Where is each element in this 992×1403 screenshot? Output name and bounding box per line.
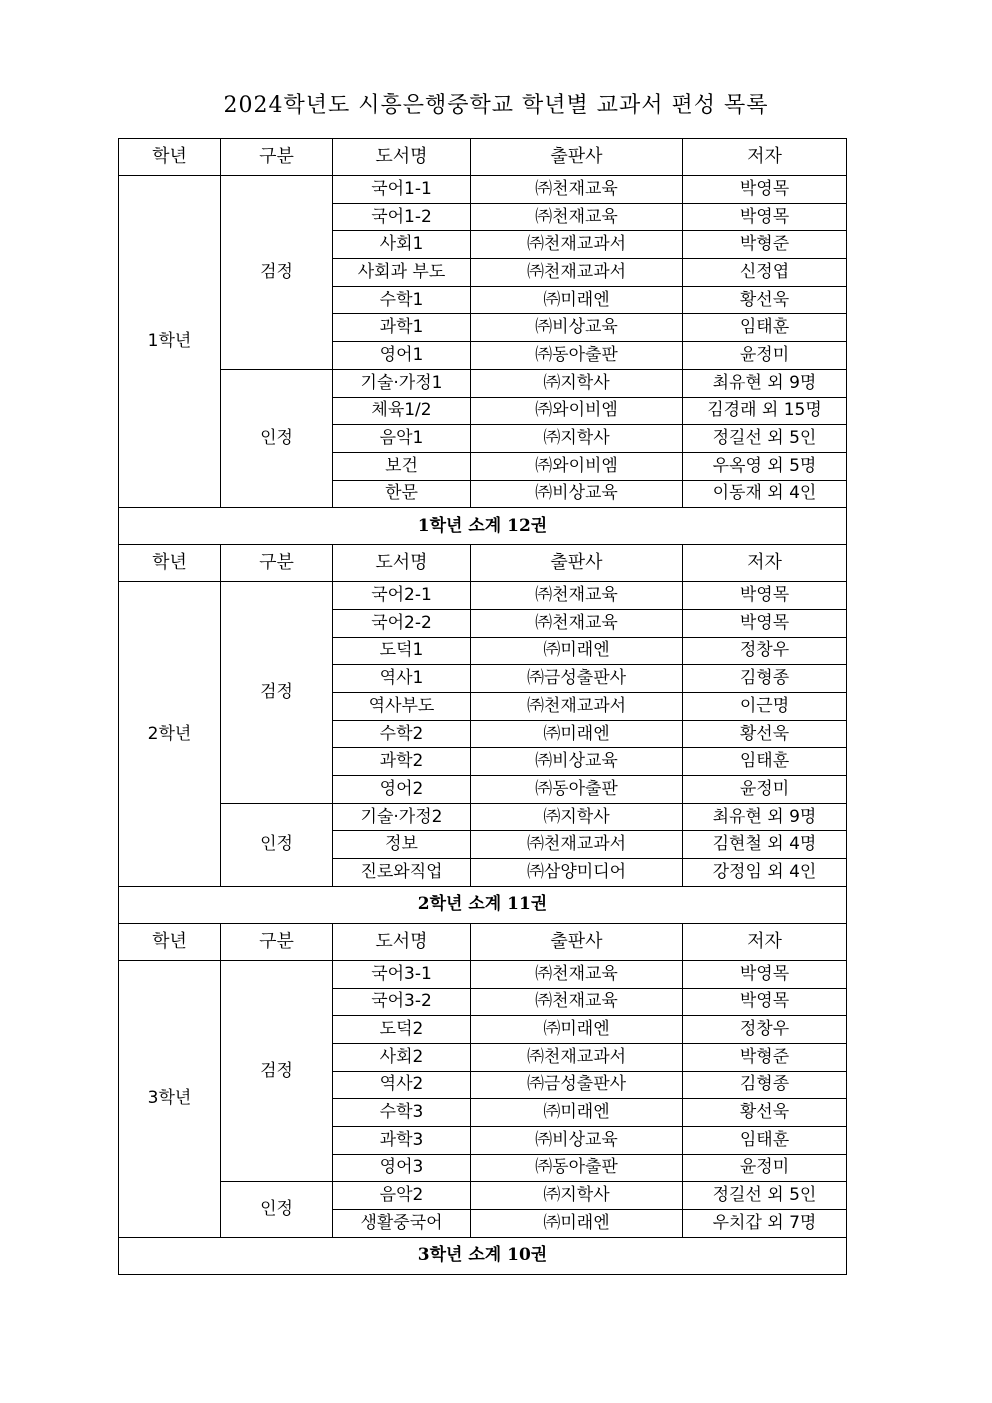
author-cell: 신정엽: [683, 259, 847, 287]
header-publisher: 출판사: [471, 139, 683, 176]
book-name-cell: 도덕2: [333, 1016, 471, 1044]
subtotal-row: [119, 886, 847, 923]
author-cell: 박영목: [683, 988, 847, 1016]
header-category: 구분: [221, 923, 333, 960]
publisher-cell: ㈜동아출판: [471, 1154, 683, 1182]
publisher-cell: ㈜와이비엠: [471, 452, 683, 480]
publisher-cell: ㈜천재교육: [471, 960, 683, 988]
header-author: 저자: [683, 139, 847, 176]
author-cell: 우옥영 외 5명: [683, 452, 847, 480]
publisher-cell: ㈜미래엔: [471, 1210, 683, 1238]
book-name-cell: 사회과 부도: [333, 259, 471, 287]
publisher-cell: ㈜천재교과서: [471, 1043, 683, 1071]
subtotal-cell: 1학년 소계 12권: [119, 508, 847, 545]
author-cell: 김경래 외 15명: [683, 397, 847, 425]
book-name-cell: 도덕1: [333, 637, 471, 665]
textbook-table: [118, 138, 847, 1275]
category-cell: 인정: [221, 369, 333, 507]
publisher-cell: ㈜동아출판: [471, 342, 683, 370]
page-title: 2024학년도 시흥은행중학교 학년별 교과서 편성 목록: [223, 93, 769, 118]
book-name-cell: 과학3: [333, 1126, 471, 1154]
publisher-cell: ㈜미래엔: [471, 286, 683, 314]
author-cell: 황선욱: [683, 1099, 847, 1127]
header-author: 저자: [683, 923, 847, 960]
book-name-cell: 체육1/2: [333, 397, 471, 425]
author-cell: 최유현 외 9명: [683, 803, 847, 831]
publisher-cell: ㈜천재교육: [471, 203, 683, 231]
subtotal-row: [119, 1237, 847, 1274]
author-cell: 박형준: [683, 231, 847, 259]
category-cell: 인정: [221, 803, 333, 886]
publisher-cell: ㈜미래엔: [471, 720, 683, 748]
author-cell: 김형종: [683, 665, 847, 693]
publisher-cell: ㈜비상교육: [471, 314, 683, 342]
book-name-cell: 기술·가정1: [333, 369, 471, 397]
header-book-name: 도서명: [333, 139, 471, 176]
book-name-cell: 음악1: [333, 425, 471, 453]
publisher-cell: ㈜비상교육: [471, 480, 683, 508]
header-author: 저자: [683, 545, 847, 582]
book-name-cell: 역사1: [333, 665, 471, 693]
author-cell: 정창우: [683, 637, 847, 665]
book-name-cell: 음악2: [333, 1182, 471, 1210]
subtotal-row: [119, 508, 847, 545]
author-cell: 이근명: [683, 693, 847, 721]
header-grade: 학년: [119, 139, 221, 176]
author-cell: 황선욱: [683, 286, 847, 314]
category-cell: 검정: [221, 176, 333, 370]
textbook-table-body: [119, 139, 847, 1275]
book-name-cell: 영어1: [333, 342, 471, 370]
author-cell: 박영목: [683, 176, 847, 204]
author-cell: 강정임 외 4인: [683, 859, 847, 887]
author-cell: 윤정미: [683, 776, 847, 804]
publisher-cell: ㈜동아출판: [471, 776, 683, 804]
publisher-cell: ㈜천재교과서: [471, 231, 683, 259]
publisher-cell: ㈜금성출판사: [471, 665, 683, 693]
book-name-cell: 역사2: [333, 1071, 471, 1099]
author-cell: 박영목: [683, 960, 847, 988]
header-row: [119, 545, 847, 582]
book-name-cell: 국어3-1: [333, 960, 471, 988]
category-cell: 검정: [221, 582, 333, 804]
publisher-cell: ㈜천재교과서: [471, 831, 683, 859]
table-row: [119, 369, 847, 397]
author-cell: 박영목: [683, 609, 847, 637]
table-row: [119, 960, 847, 988]
author-cell: 정길선 외 5인: [683, 425, 847, 453]
author-cell: 우치갑 외 7명: [683, 1210, 847, 1238]
author-cell: 정길선 외 5인: [683, 1182, 847, 1210]
subtotal-cell: 2학년 소계 11권: [119, 886, 847, 923]
book-name-cell: 기술·가정2: [333, 803, 471, 831]
book-name-cell: 과학1: [333, 314, 471, 342]
grade-cell: 3학년: [119, 960, 221, 1237]
book-name-cell: 수학2: [333, 720, 471, 748]
author-cell: 박영목: [683, 582, 847, 610]
author-cell: 김현철 외 4명: [683, 831, 847, 859]
book-name-cell: 과학2: [333, 748, 471, 776]
table-row: [119, 1182, 847, 1210]
publisher-cell: ㈜와이비엠: [471, 397, 683, 425]
publisher-cell: ㈜미래엔: [471, 1016, 683, 1044]
publisher-cell: ㈜삼양미디어: [471, 859, 683, 887]
header-category: 구분: [221, 545, 333, 582]
grade-cell: 2학년: [119, 582, 221, 887]
book-name-cell: 수학1: [333, 286, 471, 314]
book-name-cell: 사회2: [333, 1043, 471, 1071]
book-name-cell: 수학3: [333, 1099, 471, 1127]
header-row: [119, 139, 847, 176]
author-cell: 박영목: [683, 203, 847, 231]
author-cell: 윤정미: [683, 1154, 847, 1182]
category-cell: 검정: [221, 960, 333, 1182]
book-name-cell: 국어1-1: [333, 176, 471, 204]
author-cell: 윤정미: [683, 342, 847, 370]
book-name-cell: 생활중국어: [333, 1210, 471, 1238]
book-name-cell: 국어3-2: [333, 988, 471, 1016]
publisher-cell: ㈜천재교육: [471, 609, 683, 637]
header-grade: 학년: [119, 923, 221, 960]
publisher-cell: ㈜천재교과서: [471, 259, 683, 287]
author-cell: 정창우: [683, 1016, 847, 1044]
table-row: [119, 176, 847, 204]
publisher-cell: ㈜천재교육: [471, 582, 683, 610]
publisher-cell: ㈜미래엔: [471, 1099, 683, 1127]
publisher-cell: ㈜미래엔: [471, 637, 683, 665]
publisher-cell: ㈜천재교과서: [471, 693, 683, 721]
author-cell: 임태훈: [683, 1126, 847, 1154]
category-cell: 인정: [221, 1182, 333, 1237]
book-name-cell: 한문: [333, 480, 471, 508]
author-cell: 김형종: [683, 1071, 847, 1099]
author-cell: 임태훈: [683, 748, 847, 776]
book-name-cell: 진로와직업: [333, 859, 471, 887]
table-row: [119, 582, 847, 610]
book-name-cell: 국어2-2: [333, 609, 471, 637]
publisher-cell: ㈜지학사: [471, 1182, 683, 1210]
grade-cell: 1학년: [119, 176, 221, 508]
book-name-cell: 영어3: [333, 1154, 471, 1182]
book-name-cell: 역사부도: [333, 693, 471, 721]
publisher-cell: ㈜지학사: [471, 425, 683, 453]
publisher-cell: ㈜천재교육: [471, 176, 683, 204]
header-book-name: 도서명: [333, 545, 471, 582]
author-cell: 이동재 외 4인: [683, 480, 847, 508]
publisher-cell: ㈜금성출판사: [471, 1071, 683, 1099]
book-name-cell: 국어1-2: [333, 203, 471, 231]
publisher-cell: ㈜천재교육: [471, 988, 683, 1016]
book-name-cell: 사회1: [333, 231, 471, 259]
book-name-cell: 정보: [333, 831, 471, 859]
header-row: [119, 923, 847, 960]
book-name-cell: 보건: [333, 452, 471, 480]
header-publisher: 출판사: [471, 923, 683, 960]
publisher-cell: ㈜지학사: [471, 803, 683, 831]
book-name-cell: 영어2: [333, 776, 471, 804]
author-cell: 임태훈: [683, 314, 847, 342]
publisher-cell: ㈜비상교육: [471, 1126, 683, 1154]
header-category: 구분: [221, 139, 333, 176]
header-book-name: 도서명: [333, 923, 471, 960]
table-row: [119, 803, 847, 831]
header-grade: 학년: [119, 545, 221, 582]
publisher-cell: ㈜비상교육: [471, 748, 683, 776]
publisher-cell: ㈜지학사: [471, 369, 683, 397]
header-publisher: 출판사: [471, 545, 683, 582]
author-cell: 황선욱: [683, 720, 847, 748]
book-name-cell: 국어2-1: [333, 582, 471, 610]
author-cell: 박형준: [683, 1043, 847, 1071]
subtotal-cell: 3학년 소계 10권: [119, 1237, 847, 1274]
author-cell: 최유현 외 9명: [683, 369, 847, 397]
